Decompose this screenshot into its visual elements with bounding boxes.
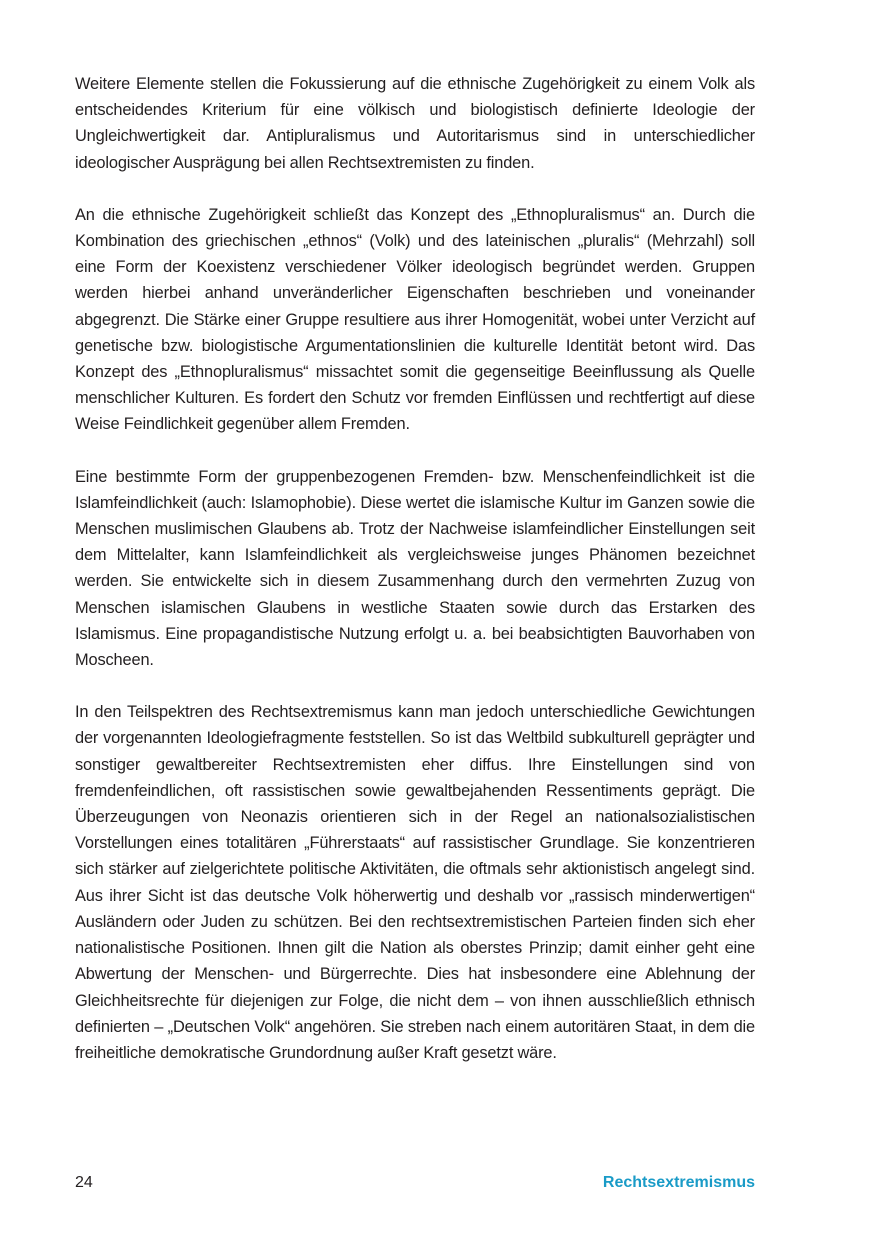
paragraph-ethnopluralism: An die ethnische Zugehörigkeit schließt das Konzept des „Ethnopluralismus“ an. Durch die Kombination des griechischen „ethnos“ (Volk) und des lateinischen „pluralis“ (Mehrzahl) soll eine Form der Koexistenz verschiedener Völker ideologisch begründet werden. Gruppen werden hierbei anhand unveränderlicher Eigenschaften beschrieben und voneinander abgegrenzt. Die Stärke einer Gruppe resultiere aus ihrer Homogenität, wobei unter Verzicht auf genetische bzw. biologistische Argumentationslinien die kulturelle Identität betont wird. Das Konzept des „Ethnopluralismus“ missachtet somit die gegenseitige Beeinflussung als Quelle menschlicher Kulturen. Es fordert den Schutz vor fremden Einflüssen und rechtfertigt auf diese Weise Feindlichkeit gegenüber allem Fremden. bbox=[75, 205, 755, 434]
paragraph-ethnic-elements: Weitere Elemente stellen die Fokussierung auf die ethnische Zugehörigkeit zu einem Volk als entscheidendes Kriterium für eine völkisch und biologistisch definierte Ideologie der Ungleichwertigkeit dar. Antipluralismus und Autoritarismus sind in unterschiedlicher ideologischer Ausprägung bei allen Rechtsextremisten zu finden. bbox=[75, 75, 755, 172]
page-body bbox=[75, 71, 755, 1092]
page-number: 24 bbox=[75, 1174, 93, 1191]
page-footer bbox=[75, 1170, 755, 1196]
running-title: Rechtsextremismus bbox=[602, 1174, 755, 1191]
paragraph-islamophobia: Eine bestimmte Form der gruppenbezogenen Fremden- bzw. Menschenfeindlichkeit ist die Islamfeindlichkeit (auch: Islamophobie). Diese wertet die islamische Kultur im Ganzen sowie die Menschen muslimischen Glaubens ab. Trotz der Nachweise islamfeindlicher Einstellungen seit dem Mittelalter, kann Islamfeindlichkeit als vergleichsweise junges Phänomen bezeichnet werden. Sie entwickelte sich in diesem Zusammenhang durch den vermehrten Zuzug von Menschen islamischen Glaubens in westliche Staaten sowie durch das Erstarken des Islamismus. Eine propagandistische Nutzung erfolgt u. a. bei beabsichtigten Bauvorhaben von Moscheen. bbox=[75, 467, 755, 670]
paragraph-subspectra: In den Teilspektren des Rechtsextremismus kann man jedoch unterschiedliche Gewichtungen der vorgenannten Ideologiefragmente feststellen. So ist das Weltbild subkulturell geprägter und sonstiger gewaltbereiter Rechtsextremisten eher diffus. Ihre Einstellungen sind von fremdenfeindlichen, oft rassistischen sowie gewaltbejahenden Ressentiments geprägt. Die Überzeugungen von Neonazis orientieren sich in der Regel an nationalsozialistischen Vorstellungen eines totalitären „Führerstaats“ auf rassistischer Grundlage. Sie konzentrieren sich stärker auf zielgerichtete politische Aktivitäten, die oftmals sehr aktionistisch angelegt sind. Aus ihrer Sicht ist das deutsche Volk höherwertig und deshalb vor „rassisch minderwertigen“ Ausländern oder Juden zu schützen. Bei den rechtsextremistischen Parteien finden sich eher nationalistische Positionen. Ihnen gilt die Nation als oberstes Prinzip; damit einher geht eine Abwertung der Menschen- und Bürgerrechte. Dies hat insbesondere eine Ablehnung der Gleichheitsrechte für diejenigen zur Folge, die nicht dem – von ihnen ausschließlich ethnisch definierten – „Deutschen Volk“ angehören. Sie streben nach einem autoritären Staat, in dem die freiheitliche demokratische Grundordnung außer Kraft gesetzt wäre. bbox=[75, 703, 755, 1062]
